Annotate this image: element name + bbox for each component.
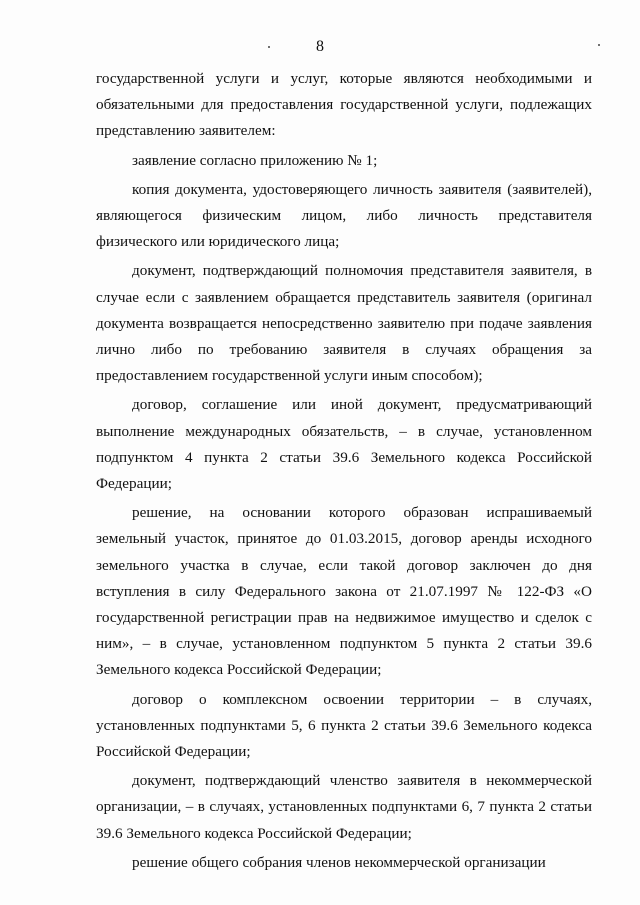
paragraph: договор, соглашение или иной документ, предусматривающий выполнение международных обязательств, – в случае, установленном подпунктом 4 пункта 2 статьи 39.6 Земельного кодекса Российской Федерации;: [96, 396, 592, 493]
paragraph: государственной услуги и услуг, которые являются необходимыми и обязательными для предоставления государственной услуги, подлежащих представлению заявителем:: [96, 70, 592, 140]
paragraph: документ, подтверждающий членство заявителя в некоммерческой организации, – в случаях, установленных подпунктами 6, 7 пункта 2 статьи 39.6 Земельного кодекса Российской Федерации;: [96, 772, 592, 842]
paragraph: документ, подтверждающий полномочия представителя заявителя, в случае если с заявлением обращается представитель заявителя (оригинал документа возвращается непосредственно заявителю при подаче заявления лично либо по требованию заявителя в случаях обращения за предоставлением государственной услуги иным способом);: [96, 262, 592, 385]
paragraph: заявление согласно приложению № 1;: [132, 151, 378, 169]
page-number: 8: [316, 38, 324, 55]
paragraph: решение общего собрания членов некоммерческой организации: [132, 853, 546, 871]
paragraph: договор о комплексном освоении территории – в случаях, установленных подпунктами 5, 6 пункта 2 статьи 39.6 Земельного кодекса Российской Федерации;: [96, 690, 592, 761]
paragraph: решение, на основании которого образован испрашиваемый земельный участок, принятое до 01.03.2015, договор аренды исходного земельного участка в случае, если такой договор заключен до дня вступления в силу Федерального закона от 21.07.1997 № 122-ФЗ «О государственной регистрации прав на недвижимое имущество и сделок с ним», – в случае, установленном подпунктом 5 пункта 2 статьи 39.6 Земельного кодекса Российской Федерации;: [96, 504, 592, 679]
document-body: [96, 66, 592, 876]
paragraph: копия документа, удостоверяющего личность заявителя (заявителей), являющегося физическим лицом, либо личность представителя физического или юридического лица;: [96, 180, 592, 251]
